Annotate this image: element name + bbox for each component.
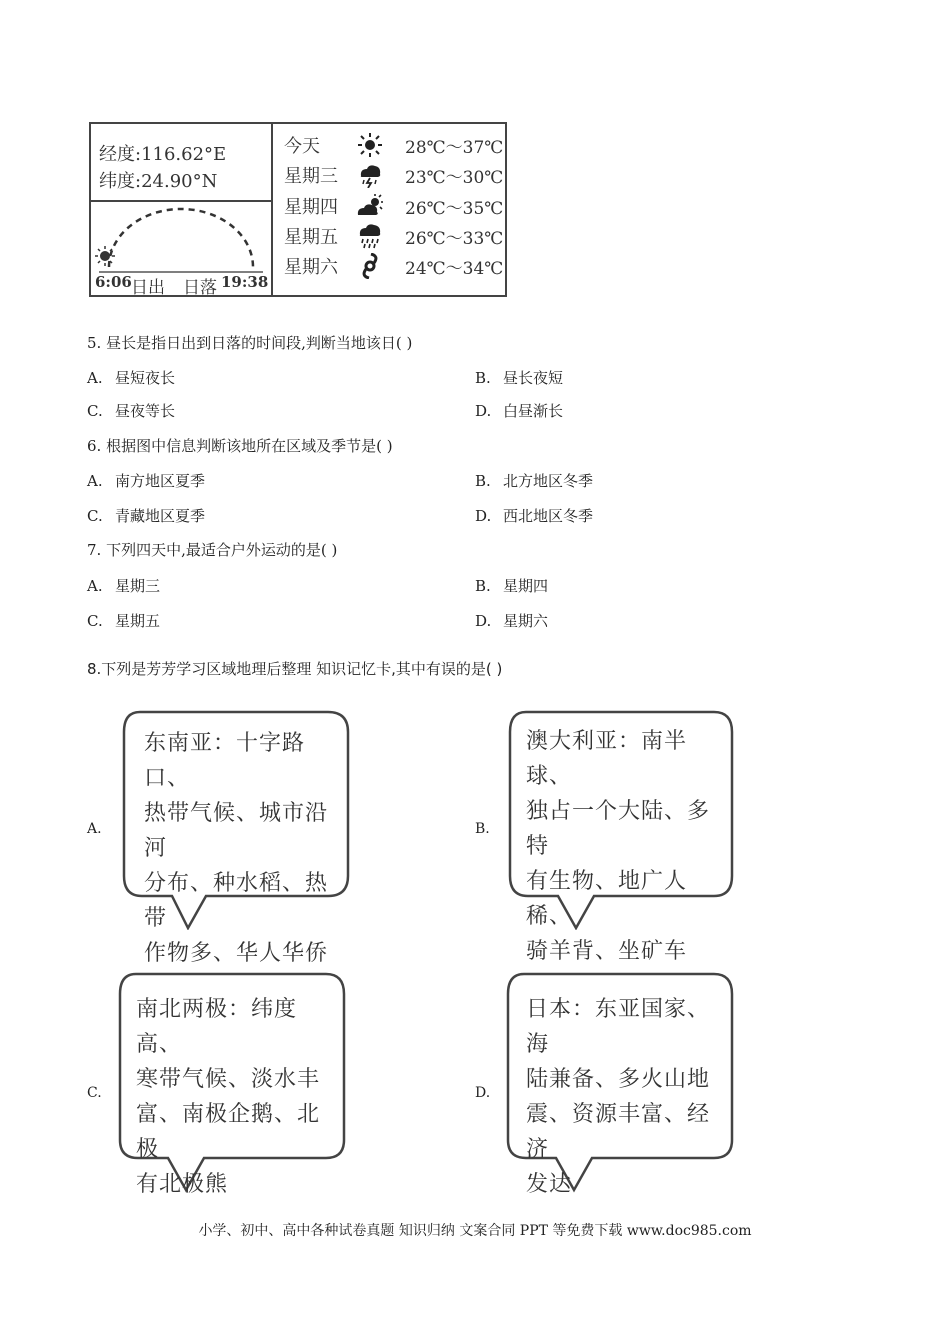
forecast-row [273, 193, 505, 223]
forecast-day: 星期三 [284, 166, 338, 187]
option-text: 白昼渐长 [503, 402, 564, 420]
heavy-rain-icon [357, 223, 383, 249]
card-letter-d: D. [475, 1085, 491, 1101]
page-footer: 小学、初中、高中各种试卷真题 知识归纳 文案合同 PPT 等免费下载 www.doc985.com [198, 1223, 752, 1239]
card-text [144, 726, 344, 1006]
option-letter: B. [475, 369, 491, 387]
option-letter: A. [87, 369, 103, 387]
card-line: 陆兼备、多火山地 [526, 1067, 711, 1092]
option-text: 南方地区夏季 [115, 472, 206, 490]
memory-card-c [118, 972, 340, 1197]
card-letter-c: C. [87, 1085, 102, 1101]
card-line: 寒带气候、淡水丰 [136, 1067, 321, 1092]
location-panel [91, 124, 273, 298]
memory-card-b [508, 710, 730, 964]
card-line: 有生物、地广人稀、 [526, 869, 688, 929]
option-letter: A. [87, 472, 103, 490]
sun-icon [95, 246, 115, 266]
sun-arc [109, 209, 253, 267]
memory-card-a [122, 710, 344, 966]
option-a [87, 470, 205, 491]
forecast-row [273, 132, 505, 162]
option-letter: C. [87, 507, 103, 525]
card-line: 富、南极企鹅、北极 [136, 1102, 321, 1162]
forecast-temp: 24℃～34℃ [405, 259, 504, 279]
card-line: 日本：东亚国家、海 [526, 997, 711, 1057]
card-text [136, 992, 336, 1202]
option-letter: D. [475, 507, 492, 525]
option-text: 北方地区冬季 [503, 472, 594, 490]
option-text: 星期三 [115, 577, 161, 595]
card-line: 澳大利亚：南半球、 [526, 729, 688, 789]
sun-path-panel [91, 202, 271, 297]
forecast-row [273, 253, 505, 283]
card-line: 震、资源丰富、经济 [526, 1102, 711, 1162]
card-letter-b: B. [475, 821, 490, 837]
card-line: 南北两极：纬度高、 [136, 997, 298, 1057]
option-text: 昼短夜长 [115, 369, 176, 387]
card-line: 独占一个大陆、多特 [526, 799, 711, 859]
option-d [475, 400, 563, 421]
card-letter-a: A. [87, 821, 102, 837]
card-line: 发达 [526, 1172, 573, 1197]
sunset-time: 19:38 [221, 273, 269, 291]
question-6: 6. 根据图中信息判断该地所在区域及季节是( ) [87, 437, 393, 455]
thunderstorm-icon [357, 162, 383, 188]
option-a [87, 367, 175, 388]
latitude-text: 纬度:24.90°N [99, 171, 218, 192]
forecast-temp: 23℃～30℃ [405, 168, 504, 188]
sunny-icon [357, 132, 383, 158]
forecast-temp: 26℃～35℃ [405, 199, 504, 219]
forecast-day: 星期五 [284, 227, 338, 248]
forecast-temp: 26℃～33℃ [405, 229, 504, 249]
memory-card-d [506, 972, 728, 1197]
question-7: 7. 下列四天中,最适合户外运动的是( ) [87, 541, 338, 559]
option-letter: C. [87, 402, 103, 420]
option-c [87, 400, 175, 421]
weather-figure [89, 122, 507, 297]
partly-cloudy-icon [357, 193, 383, 219]
option-text: 西北地区冬季 [503, 507, 594, 525]
coordinates-box [91, 124, 271, 202]
option-text: 星期六 [503, 612, 549, 630]
forecast-row [273, 162, 505, 192]
forecast-panel [273, 124, 505, 295]
longitude-text: 经度:116.62°E [99, 144, 227, 165]
card-line: 分布、种水稻、热带 [144, 871, 329, 931]
option-d [475, 610, 548, 631]
option-letter: A. [87, 577, 103, 595]
option-d [475, 505, 593, 526]
option-letter: D. [475, 402, 492, 420]
option-c [87, 505, 205, 526]
sunrise-label: 日出 [131, 278, 165, 298]
option-text: 星期五 [115, 612, 161, 630]
question-8: 8.下列是芳芳学习区域地理后整理 知识记忆卡,其中有误的是( ) [87, 660, 503, 678]
option-b [475, 367, 563, 388]
forecast-temp: 28℃～37℃ [405, 138, 504, 158]
option-letter: B. [475, 472, 491, 490]
card-line: 骑羊背、坐矿车 [526, 939, 688, 964]
option-a [87, 575, 160, 596]
question-5: 5. 昼长是指日出到日落的时间段,判断当地该日( ) [87, 334, 413, 352]
option-letter: B. [475, 577, 491, 595]
card-text [526, 992, 726, 1202]
option-c [87, 610, 160, 631]
forecast-day: 星期六 [284, 257, 338, 278]
typhoon-icon [357, 253, 383, 279]
option-letter: D. [475, 612, 492, 630]
card-text [526, 724, 726, 969]
option-text: 青藏地区夏季 [115, 507, 206, 525]
card-line: 东南亚：十字路口、 [144, 731, 306, 791]
card-line: 热带气候、城市沿河 [144, 801, 329, 861]
option-text: 星期四 [503, 577, 549, 595]
forecast-day: 星期四 [284, 197, 338, 218]
option-text: 昼夜等长 [115, 402, 176, 420]
forecast-day: 今天 [284, 136, 320, 157]
option-text: 昼长夜短 [503, 369, 564, 387]
sunrise-time: 6:06 [95, 273, 132, 291]
card-line: 有北极熊 [136, 1172, 229, 1197]
option-b [475, 575, 548, 596]
card-line: 作物多、华人华侨 [144, 941, 329, 966]
forecast-row [273, 223, 505, 253]
option-b [475, 470, 593, 491]
option-letter: C. [87, 612, 103, 630]
sunset-label: 日落 [183, 278, 217, 298]
